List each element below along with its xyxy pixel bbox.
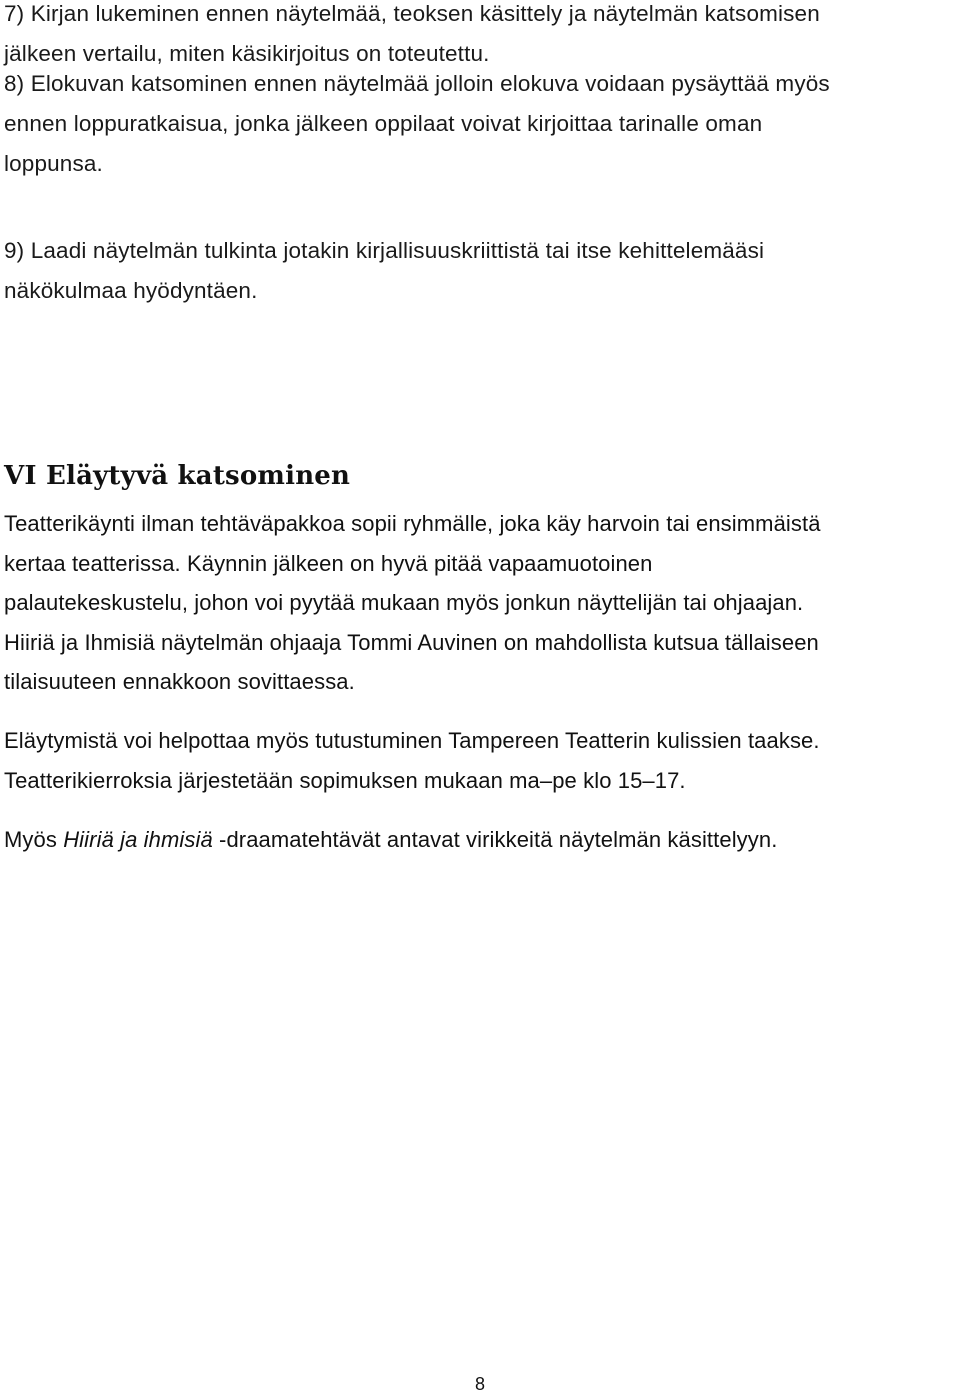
paragraph-3-prefix: Myös <box>4 827 64 852</box>
list-item-9-line-1: 9) Laadi näytelmän tulkinta jotakin kirjallisuuskriittistä tai itse kehittelemääsi <box>4 238 765 263</box>
list-item-9 <box>4 231 956 311</box>
list-item-8 <box>4 64 956 184</box>
paragraph-theatre-tour <box>4 721 956 800</box>
play-title: Hiiriä ja ihmisiä <box>63 827 213 852</box>
list-item-7-line-2: jälkeen vertailu, miten käsikirjoitus on toteutettu. <box>4 41 490 66</box>
paragraph-1-line-1: Teatterikäynti ilman tehtäväpakkoa sopii ryhmälle, joka käy harvoin tai ensimmäistä <box>4 511 821 536</box>
list-item-8-line-1: 8) Elokuvan katsominen ennen näytelmää jolloin elokuva voidaan pysäyttää myös <box>4 71 830 96</box>
list-item-8-line-3: loppunsa. <box>4 151 103 176</box>
list-item-7 <box>4 0 956 74</box>
paragraph-1-line-2: kertaa teatterissa. Käynnin jälkeen on hyvä pitää vapaamuotoinen <box>4 550 653 576</box>
paragraph-1-line-4: Hiiriä ja Ihmisiä näytelmän ohjaaja Tommi Auvinen on mahdollista kutsua tällaiseen <box>4 629 819 655</box>
page-number: 8 <box>474 1374 485 1394</box>
list-item-9-line-2: näkökulmaa hyödyntäen. <box>4 278 258 303</box>
paragraph-drama-tasks <box>4 820 956 860</box>
paragraph-theatre-visit <box>4 504 956 702</box>
paragraph-2-line-1: Eläytymistä voi helpottaa myös tutustuminen Tampereen Teatterin kulissien taakse. <box>4 728 820 753</box>
paragraph-1-line-5: tilaisuuteen ennakkoon sovittaessa. <box>4 669 355 694</box>
list-item-8-line-2: ennen loppuratkaisua, jonka jälkeen oppilaat voivat kirjoittaa tarinalle oman <box>4 111 763 136</box>
section-heading: VI Eläytyvä katsominen <box>4 461 351 491</box>
list-item-7-line-1: 7) Kirjan lukeminen ennen näytelmää, teoksen käsittely ja näytelmän katsomisen <box>4 1 820 26</box>
paragraph-1-line-3: palautekeskustelu, johon voi pyytää mukaan myös jonkun näyttelijän tai ohjaajan. <box>4 590 804 615</box>
paragraph-3-suffix: -draamatehtävät antavat virikkeitä näytelmän käsittelyyn. <box>212 827 778 852</box>
paragraph-2-line-2: Teatterikierroksia järjestetään sopimuksen mukaan ma–pe klo 15–17. <box>4 767 686 793</box>
